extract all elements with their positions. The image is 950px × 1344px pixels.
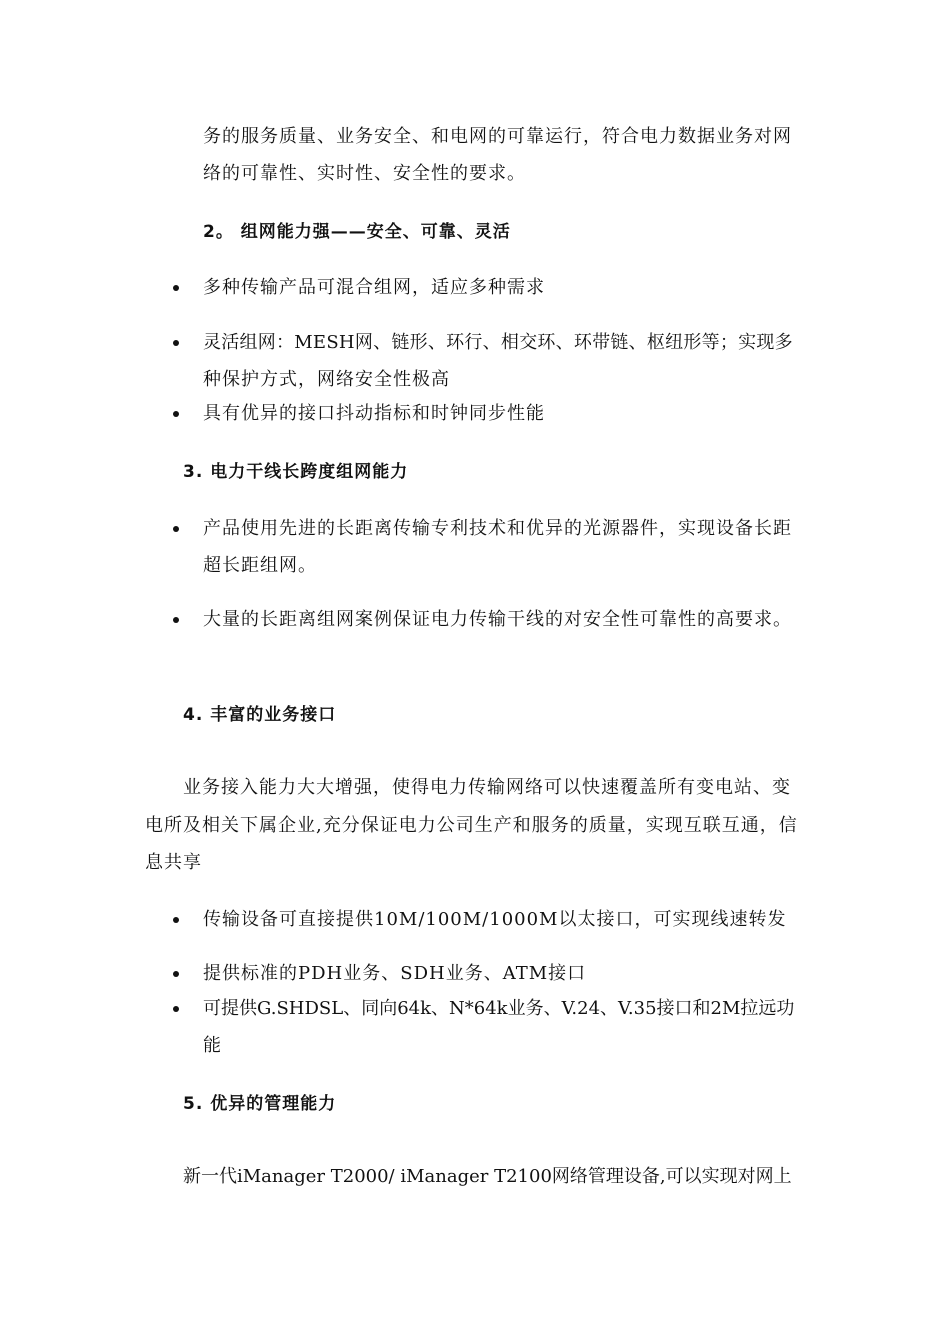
- bullet-dot: [173, 285, 179, 291]
- bullet-dot: [173, 917, 179, 923]
- section-5-para-line-1: 新一代iManager T2000/ iManager T2100网络管理设备,可以实现对网上: [183, 1166, 792, 1187]
- section-4-heading: 4. 丰富的业务接口: [183, 705, 337, 725]
- section-4-para-line-2: 电所及相关下属企业,充分保证电力公司生产和服务的质量，实现互联互通，信: [145, 815, 798, 836]
- section-2-bullet-2-line-1: 灵活组网：MESH网、链形、环行、相交环、环带链、枢纽形等；实现多: [203, 332, 793, 353]
- section-5-heading: 5. 优异的管理能力: [183, 1094, 337, 1114]
- section-4-para-line-3: 息共享: [145, 852, 202, 873]
- section-4-bullet-3-line-1: 可提供G.SHDSL、同向64k、N*64k业务、V.24、V.35接口和2M拉远功: [203, 998, 795, 1019]
- section-3-bullet-1-line-2: 超长距组网。: [203, 555, 317, 576]
- bullet-dot: [173, 971, 179, 977]
- bullet-dot: [173, 1006, 179, 1012]
- section-3-bullet-1-line-1: 产品使用先进的长距离传输专利技术和优异的光源器件，实现设备长距: [203, 518, 792, 539]
- bullet-dot: [173, 340, 179, 346]
- section-4-bullet-2: 提供标准的PDH业务、SDH业务、ATM接口: [203, 963, 587, 984]
- section-2-bullet-3: 具有优异的接口抖动指标和时钟同步性能: [203, 403, 545, 424]
- section-4-bullet-3-line-2: 能: [203, 1035, 222, 1056]
- section-3-heading: 3. 电力干线长跨度组网能力: [183, 462, 409, 482]
- bullet-dot: [173, 526, 179, 532]
- bullet-dot: [173, 617, 179, 623]
- section-3-bullet-2: 大量的长距离组网案例保证电力传输干线的对安全性可靠性的高要求。: [203, 609, 792, 630]
- section-4-para-line-1: 业务接入能力大大增强，使得电力传输网络可以快速覆盖所有变电站、变: [183, 777, 791, 798]
- intro-line-1: 务的服务质量、业务安全、和电网的可靠运行，符合电力数据业务对网: [203, 126, 792, 147]
- section-4-bullet-1: 传输设备可直接提供10M/100M/1000M以太接口，可实现线速转发: [203, 909, 787, 930]
- bullet-dot: [173, 411, 179, 417]
- intro-line-2: 络的可靠性、实时性、安全性的要求。: [203, 163, 526, 184]
- section-2-bullet-1: 多种传输产品可混合组网，适应多种需求: [203, 277, 545, 298]
- section-2-heading: 2。 组网能力强——安全、可靠、灵活: [203, 222, 511, 242]
- section-2-bullet-2-line-2: 种保护方式，网络安全性极高: [203, 369, 450, 390]
